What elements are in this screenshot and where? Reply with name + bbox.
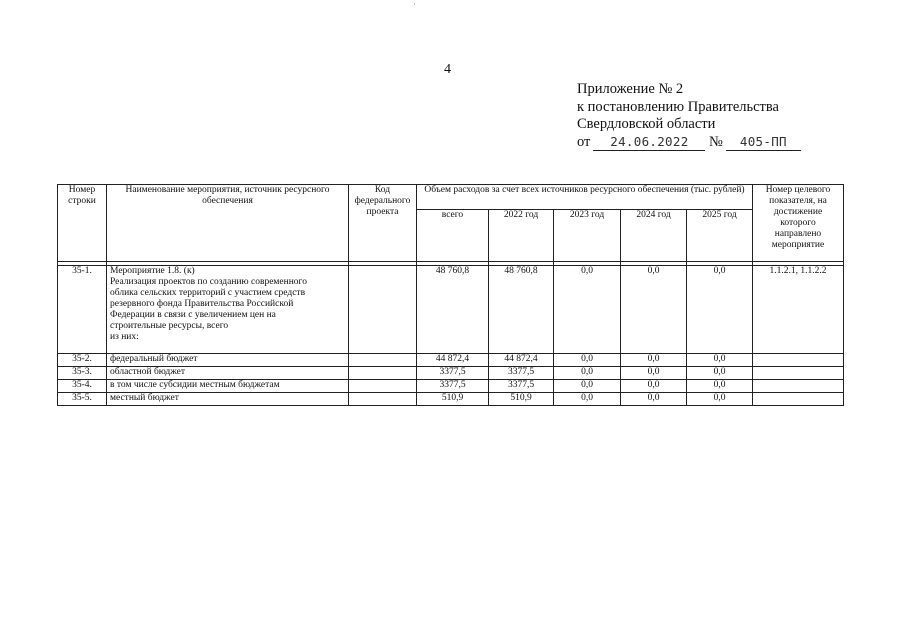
date-field	[593, 135, 705, 151]
appendix-ref-line: к постановлению Правительства	[577, 98, 779, 115]
row-number: 35-4.	[58, 380, 107, 393]
decree-date: 24.06.2022	[610, 133, 689, 149]
row-2024: 0,0	[621, 393, 687, 406]
row-total: 3377,5	[417, 380, 489, 393]
row-2024: 0,0	[621, 354, 687, 367]
row-2024: 0,0	[621, 266, 687, 354]
header-total: всего	[417, 210, 489, 262]
row-target	[753, 354, 844, 367]
table-row	[58, 380, 844, 393]
row-name: в том числе субсидии местным бюджетам	[107, 380, 349, 393]
number-field	[726, 135, 801, 151]
row-2024: 0,0	[621, 380, 687, 393]
row-name: федеральный бюджет	[107, 354, 349, 367]
row-2025: 0,0	[687, 367, 753, 380]
number-label: №	[709, 133, 723, 150]
row-target	[753, 393, 844, 406]
row-name-line: Мероприятие 1.8. (к)	[110, 266, 195, 276]
appendix-title: Приложение № 2	[577, 81, 684, 97]
header-2023: 2023 год	[554, 210, 621, 262]
table-row	[58, 393, 844, 406]
header-row-number: Номер строки	[58, 185, 107, 262]
row-code	[349, 367, 417, 380]
header-2022: 2022 год	[489, 210, 554, 262]
row-2022: 44 872,4	[489, 354, 554, 367]
row-name-line: резервного фонда Правительства Российской	[110, 299, 294, 309]
row-total: 48 760,8	[417, 266, 489, 354]
row-code	[349, 354, 417, 367]
row-code	[349, 380, 417, 393]
from-label: от	[577, 133, 591, 150]
row-name: областной бюджет	[107, 367, 349, 380]
row-2022: 510,9	[489, 393, 554, 406]
header-target: Номер целевого показателя, на достижение которого направлено мероприятие	[753, 185, 844, 262]
row-2023: 0,0	[554, 354, 621, 367]
row-code	[349, 393, 417, 406]
appendix-region-line: Свердловской области	[577, 116, 716, 132]
scan-speck	[414, 3, 415, 5]
row-2023: 0,0	[554, 380, 621, 393]
row-2025: 0,0	[687, 393, 753, 406]
header-name: Наименование мероприятия, источник ресурсного обеспечения	[107, 185, 349, 262]
row-total: 510,9	[417, 393, 489, 406]
row-target	[753, 380, 844, 393]
appendix-header	[577, 81, 801, 151]
row-name-line: Реализация проектов по созданию современного	[110, 277, 307, 287]
row-2025: 0,0	[687, 354, 753, 367]
row-2022: 48 760,8	[489, 266, 554, 354]
row-name-line: строительные ресурсы, всего	[110, 321, 229, 331]
row-total: 3377,5	[417, 367, 489, 380]
row-name: местный бюджет	[107, 393, 349, 406]
row-name	[107, 266, 349, 354]
row-total: 44 872,4	[417, 354, 489, 367]
row-name-line: Федерации в связи с увеличением цен на	[110, 310, 276, 320]
row-number: 35-2.	[58, 354, 107, 367]
decree-number: 405-ПП	[739, 133, 787, 149]
header-2024: 2024 год	[621, 210, 687, 262]
row-number: 35-5.	[58, 393, 107, 406]
row-number: 35-3.	[58, 367, 107, 380]
row-name-line: из них:	[110, 332, 139, 342]
table-row	[58, 354, 844, 367]
table-row	[58, 266, 844, 354]
row-target: 1.1.2.1, 1.1.2.2	[753, 266, 844, 354]
header-federal-code: Код федерального проекта	[349, 185, 417, 262]
header-volume: Объем расходов за счет всех источников ресурсного обеспечения (тыс. рублей)	[417, 185, 753, 210]
row-2023: 0,0	[554, 393, 621, 406]
row-2023: 0,0	[554, 266, 621, 354]
row-number: 35-1.	[58, 266, 107, 354]
row-2022: 3377,5	[489, 367, 554, 380]
row-name-line: облика сельских территорий с участием средств	[110, 288, 306, 298]
expenditure-table	[57, 184, 844, 406]
row-2025: 0,0	[687, 266, 753, 354]
row-2022: 3377,5	[489, 380, 554, 393]
row-code	[349, 266, 417, 354]
appendix-date-number-line	[577, 134, 801, 152]
row-2024: 0,0	[621, 367, 687, 380]
page-number: 4	[444, 62, 451, 77]
row-2023: 0,0	[554, 367, 621, 380]
table-row	[58, 367, 844, 380]
header-2025: 2025 год	[687, 210, 753, 262]
row-target	[753, 367, 844, 380]
row-2025: 0,0	[687, 380, 753, 393]
